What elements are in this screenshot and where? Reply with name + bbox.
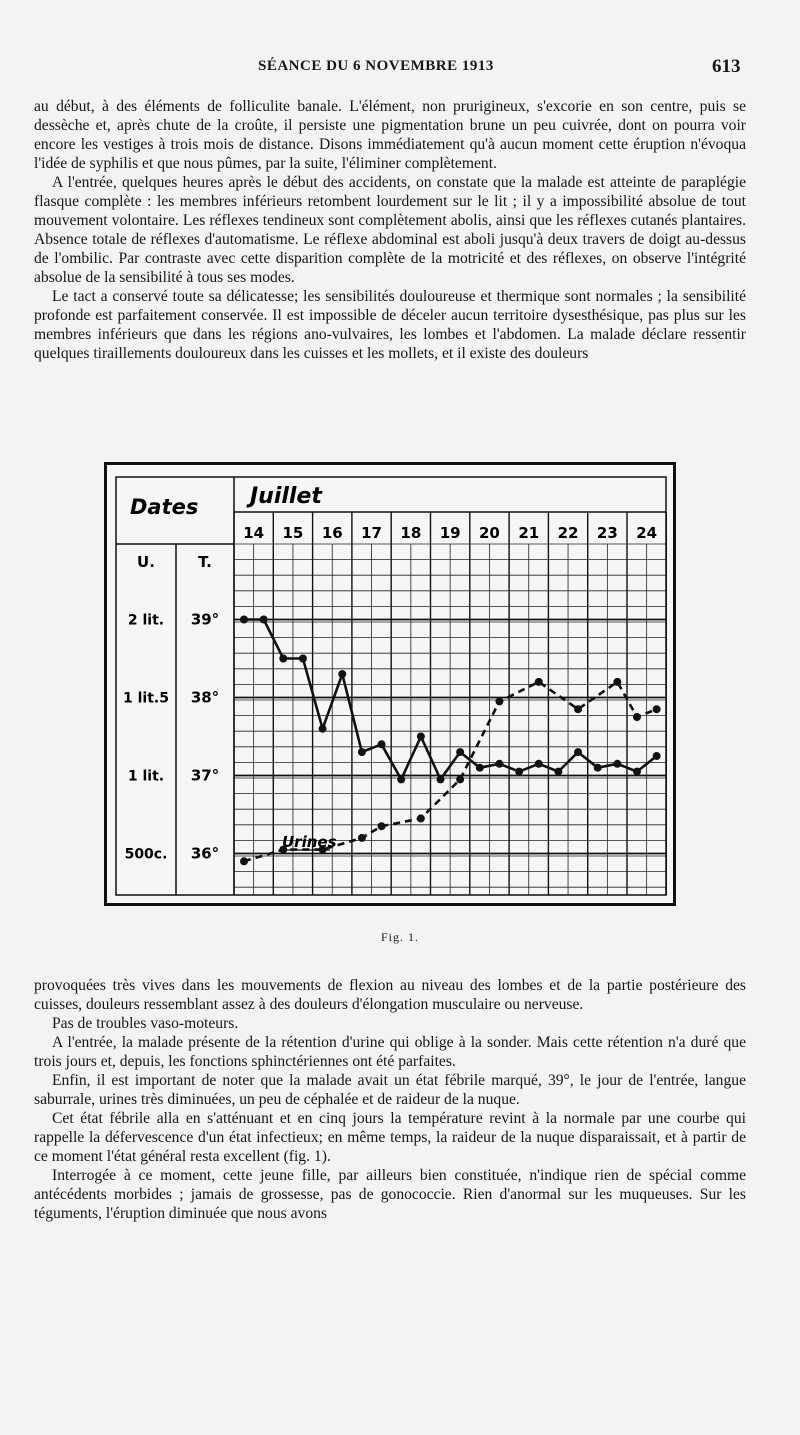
body-text-top	[34, 97, 746, 363]
temperature-point	[613, 760, 621, 768]
t-label: 37°	[190, 766, 220, 785]
day-label: 15	[282, 524, 304, 542]
u-label: 1 lit.5	[123, 690, 169, 707]
paragraph: Interrogée à ce moment, cette jeune fille, par ailleurs bien constituée, n'indique rien de spécial comme antécédents morbides ; jamais de grossesse, pas de gonococcie. Rien d'anormal sur les muqueuses. Sur les téguments, l'éruption diminuée que nous avons	[34, 1167, 746, 1222]
temperature-point	[279, 655, 287, 663]
paragraph: au début, à des éléments de folliculite banale. L'élément, non prurigineux, s'excorie en son centre, puis se dessèche et, après chute de la croûte, il persiste une pigmentation brune un peu cuivrée, dont on pourra voir encore les vestiges à trois mois de distance. Disons immédiatement qu'à aucun moment cette éruption n'évoqua l'idée de syphilis et que nous pûmes, par la suite, l'éliminer complètement.	[34, 98, 746, 172]
page-header	[0, 56, 800, 84]
temperature-point	[574, 748, 582, 756]
temperature-point	[495, 760, 503, 768]
urine-point	[495, 697, 503, 705]
temperature-point	[594, 764, 602, 772]
urine-point	[653, 705, 661, 713]
paragraph: Cet état fébrile alla en s'atténuant et en cinq jours la température revint à la normale par une courbe qui rappelle la défervescence d'un état infectieux; en même temps, la raideur de la nuque disparaissait, et à partir de ce moment l'état général resta excellent (fig. 1).	[34, 1110, 746, 1165]
day-label: 23	[596, 524, 618, 542]
temperature-point	[515, 768, 523, 776]
day-label: 20	[479, 524, 500, 542]
urine-point	[358, 834, 366, 842]
temperature-point	[378, 740, 386, 748]
month-label: Juillet	[250, 484, 322, 509]
chart-svg	[104, 462, 676, 906]
urines-label: Urines	[282, 833, 337, 851]
temperature-point	[554, 768, 562, 776]
temperature-chart	[104, 462, 676, 906]
col-t-label: T.	[198, 553, 212, 571]
page-number: 613	[712, 56, 741, 77]
t-label: 39°	[190, 610, 220, 629]
running-title: SÉANCE DU 6 NOVEMBRE 1913	[258, 58, 494, 74]
urine-point	[417, 814, 425, 822]
paragraph: A l'entrée, quelques heures après le début des accidents, on constate que la malade est atteinte de paraplégie flasque complète : les membres inférieurs retombent lourdement sur le lit ; il y a impossibilité absolue de tout mouvement volontaire. Les réflexes tendineux sont complètement abolis, ainsi que les réflexes cutanés plantaires. Absence totale de réflexes d'automatisme. Le réflexe abdominal est aboli jusqu'à deux travers de doigt au-dessus de l'ombilic. Par contraste avec cette disparition complète de la motricité et des réflexes, on observe l'intégrité absolue de la sensibilité à tous ses modes.	[34, 174, 746, 286]
urine-point	[535, 678, 543, 686]
temperature-point	[456, 748, 464, 756]
temperature-point	[476, 764, 484, 772]
temperature-point	[633, 768, 641, 776]
paragraph: provoquées très vives dans les mouvements de flexion au niveau des lombes et de la partie postérieure des cuisses, douleurs ressemblant assez à des douleurs d'élongation musculaire ou nerveuse.	[34, 977, 746, 1013]
t-label: 36°	[190, 844, 220, 863]
temperature-point	[653, 752, 661, 760]
u-label: 1 lit.	[127, 768, 165, 785]
temperature-point	[535, 760, 543, 768]
urine-point	[574, 705, 582, 713]
day-label: 24	[636, 524, 658, 542]
urine-point	[240, 857, 248, 865]
temperature-point	[437, 775, 445, 783]
temperature-point	[417, 733, 425, 741]
day-label: 18	[400, 524, 422, 542]
dates-label: Dates	[130, 495, 199, 519]
col-u-label: U.	[137, 553, 155, 571]
day-label: 22	[557, 524, 579, 542]
temperature-point	[358, 748, 366, 756]
day-label: 14	[243, 524, 265, 542]
temperature-point	[319, 725, 327, 733]
day-label: 16	[321, 524, 343, 542]
day-label: 17	[361, 524, 382, 542]
paragraph: Enfin, il est important de noter que la malade avait un état fébrile marqué, 39°, le jour de l'entrée, langue saburrale, urines très diminuées, un peu de céphalée et de raideur de la nuque.	[34, 1072, 746, 1108]
urine-point	[378, 822, 386, 830]
paragraph: A l'entrée, la malade présente de la rétention d'urine qui oblige à la sonder. Mais cette rétention n'a duré que trois jours et, depuis, les fonctions sphinctériennes ont été parfaites.	[34, 1034, 746, 1070]
day-label: 21	[518, 524, 540, 542]
temperature-point	[397, 775, 405, 783]
urine-point	[633, 713, 641, 721]
urine-point	[456, 775, 464, 783]
t-label: 38°	[190, 688, 220, 707]
figure-caption: Fig. 1.	[380, 930, 419, 944]
paragraph: Le tact a conservé toute sa délicatesse; les sensibilités douloureuse et thermique sont normales ; la sensibilité profonde est parfaitement conservée. Il est impossible de déceler aucun territoire dysesthésique, pas plus sur les membres inférieurs que dans les régions ano-vulvaires, les lombes et l'abdomen. La malade déclare ressentir quelques tiraillements douloureux dans les cuisses et les mollets, et il existe des douleurs	[34, 288, 746, 362]
body-text-bottom	[34, 976, 746, 1223]
u-label: 2 lit.	[127, 612, 165, 629]
day-label: 19	[439, 524, 461, 542]
temperature-point	[338, 670, 346, 678]
temperature-point	[260, 616, 268, 624]
urine-point	[613, 678, 621, 686]
temperature-point	[299, 655, 307, 663]
u-label: 500c.	[124, 846, 168, 863]
temperature-point	[240, 616, 248, 624]
paragraph: Pas de troubles vaso-moteurs.	[52, 1015, 239, 1032]
